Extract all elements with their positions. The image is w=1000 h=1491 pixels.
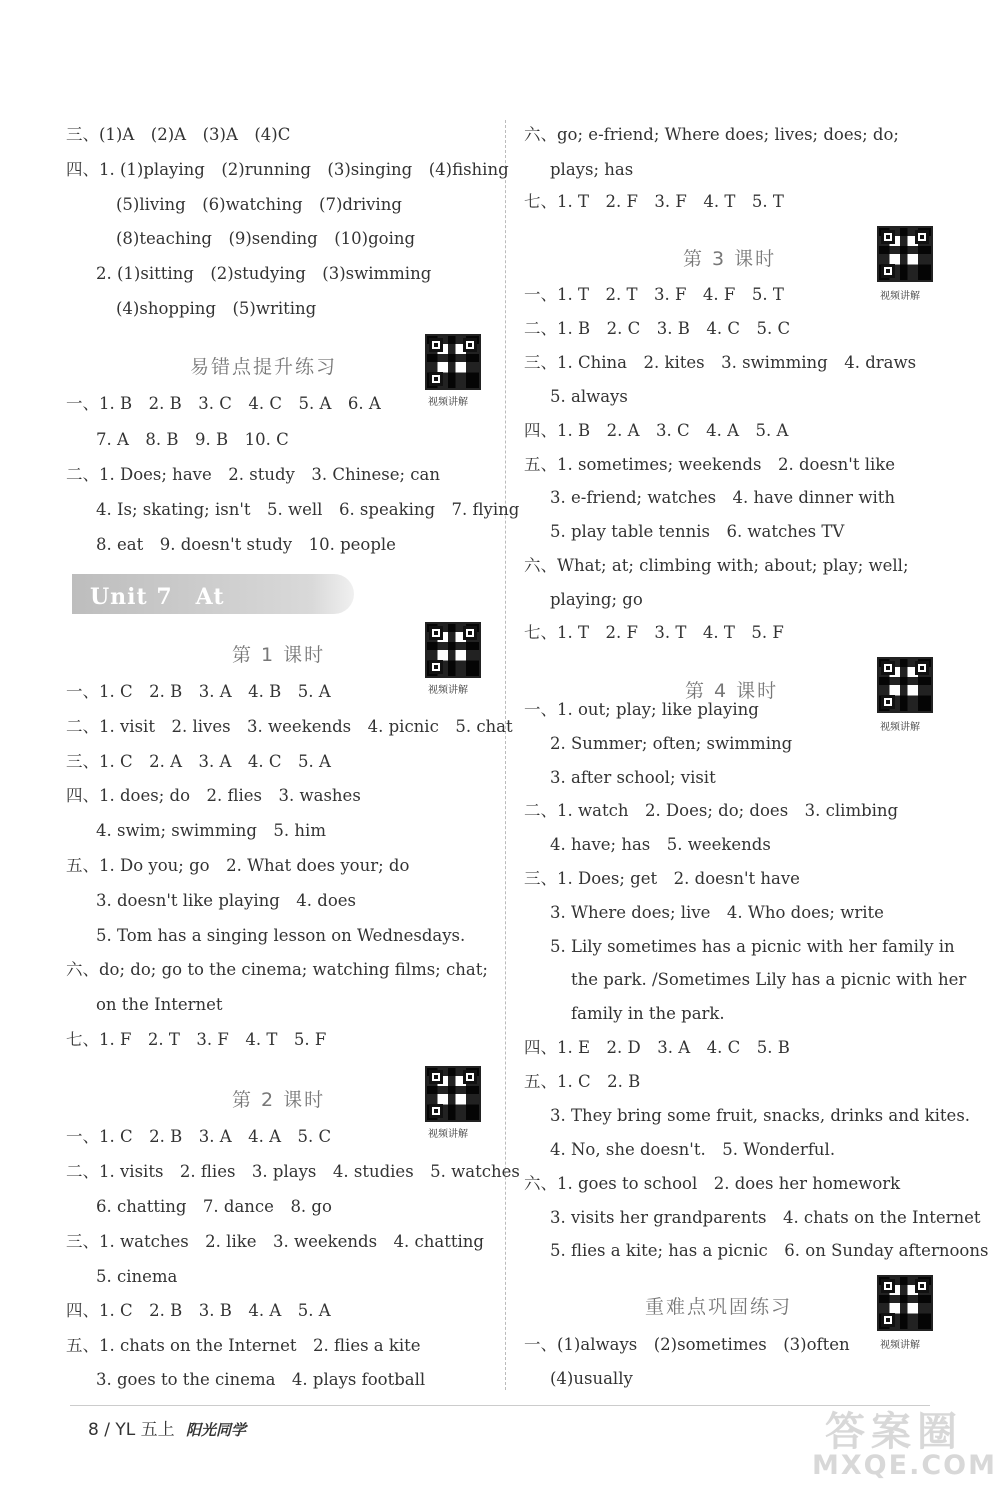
answer-line: 5. flies a kite; has a picnic 6. on Sunday afternoons [550,1241,989,1260]
answer-line: 六、1. goes to school 2. does her homework [524,1174,901,1193]
answer-line: 3. Where does; live 4. Who does; write [550,903,884,922]
answer-line: 3. doesn't like playing 4. does [96,891,356,910]
answer-line: 5. always [550,387,628,406]
answer-line: 七、1. T 2. F 3. F 4. T 5. T [524,192,784,211]
answer-line: 3. e-friend; watches 4. have dinner with [550,488,895,507]
answer-line: 一、1. B 2. B 3. C 4. C 5. A 6. A [66,394,381,413]
answer-line: 五、1. Do you; go 2. What does your; do [66,856,410,875]
section-title-mistakes: 易错点提升练习 [190,356,338,378]
answer-line: 8. eat 9. doesn't study 10. people [96,535,396,554]
answer-line: 三、(1)A (2)A (3)A (4)C [66,125,291,144]
answer-line: 二、1. watch 2. Does; do; does 3. climbing [524,801,899,820]
column-divider [505,120,506,1390]
answer-line: 4. swim; swimming 5. him [96,821,326,840]
section-title-lesson4: 第 4 课时 [685,680,779,702]
answer-line: 3. after school; visit [550,768,716,787]
answer-line: 7. A 8. B 9. B 10. C [96,430,289,449]
qr-code-icon[interactable] [425,622,481,678]
qr-code-icon[interactable] [877,1275,933,1331]
answer-line: (4)shopping (5)writing [116,299,317,318]
answer-line: 二、1. Does; have 2. study 3. Chinese; can [66,465,440,484]
answer-line: 5. Lily sometimes has a picnic with her family in [550,937,955,956]
answer-line: (5)living (6)watching (7)driving [116,195,402,214]
unit-banner [72,574,354,637]
watermark-logo: 答案圈 [825,1409,963,1455]
answer-line: 四、1. does; do 2. flies 3. washes [66,786,361,805]
answer-line: 四、1. (1)playing (2)running (3)singing (4)fishing [66,160,509,179]
answer-line: 四、1. C 2. B 3. B 4. A 5. A [66,1301,331,1320]
qr-label: 视频讲解 [880,1340,920,1351]
qr-label: 视频讲解 [428,1129,468,1140]
answer-line: 4. have; has 5. weekends [550,835,771,854]
qr-label: 视频讲解 [428,685,468,696]
grade-label: 五上 [140,1420,175,1440]
qr-label: 视频讲解 [428,397,468,408]
answer-line: 五、1. chats on the Internet 2. flies a kite [66,1336,421,1355]
answer-line: 6. chatting 7. dance 8. go [96,1197,332,1216]
answer-line: 一、1. out; play; like playing [524,700,759,719]
page-footer [88,1415,246,1440]
answer-line: 四、1. E 2. D 3. A 4. C 5. B [524,1038,790,1057]
answer-line: 三、1. Does; get 2. doesn't have [524,869,800,888]
answer-line: playing; go [550,590,643,609]
answer-line: on the Internet [96,995,223,1014]
answer-line: 3. goes to the cinema 4. plays football [96,1370,426,1389]
edition-code: YL [115,1420,136,1440]
qr-label: 视频讲解 [880,291,920,302]
qr-code-icon[interactable] [877,657,933,713]
answer-line: (4)usually [550,1369,633,1388]
page-number: 8 [88,1420,99,1440]
answer-line: 五、1. sometimes; weekends 2. doesn't like [524,455,896,474]
section-title-lesson2: 第 2 课时 [232,1089,326,1111]
answer-line: 一、1. T 2. T 3. F 4. F 5. T [524,285,784,304]
answer-line: 5. Tom has a singing lesson on Wednesdays. [96,926,466,945]
answer-line: 七、1. T 2. F 3. T 4. T 5. F [524,623,784,642]
section-title-lesson1: 第 1 课时 [232,644,326,666]
answer-line: 三、1. watches 2. like 3. weekends 4. chatting [66,1232,484,1251]
answer-line: 2. Summer; often; swimming [550,734,793,753]
brand-logo: 阳光同学 [186,1421,247,1439]
answer-line: the park. /Sometimes Lily has a picnic with her [571,970,967,989]
answer-line: 一、1. C 2. B 3. A 4. A 5. C [66,1127,332,1146]
answer-line: 一、1. C 2. B 3. A 4. B 5. A [66,682,331,701]
answer-line: 六、go; e-friend; Where does; lives; does; do; [524,125,899,144]
section-title-difficult: 重难点巩固练习 [645,1296,793,1318]
footer-rule [70,1405,930,1406]
answer-line: 三、1. China 2. kites 3. swimming 4. draws [524,353,917,372]
answer-line: 3. They bring some fruit, snacks, drinks and kites. [550,1106,971,1125]
qr-code-icon[interactable] [425,1066,481,1122]
answer-line: 2. (1)sitting (2)studying (3)swimming [96,264,432,283]
answer-line: 5. cinema [96,1267,178,1286]
answer-line: 二、1. visits 2. flies 3. plays 4. studies 5. watches [66,1162,520,1181]
answer-line: family in the park. [571,1004,725,1023]
unit-title: Unit 7 At weekends [90,584,225,637]
answer-line: 5. play table tennis 6. watches TV [550,522,845,541]
qr-code-icon[interactable] [425,334,481,390]
answer-line: 3. visits her grandparents 4. chats on the Internet [550,1208,981,1227]
section-title-lesson3: 第 3 课时 [683,248,777,270]
answer-line: 一、(1)always (2)sometimes (3)often [524,1335,850,1354]
answer-line: plays; has [550,160,634,179]
answer-line: 4. Is; skating; isn't 5. well 6. speaking 7. flying [96,500,520,519]
answer-line: (8)teaching (9)sending (10)going [116,229,416,248]
answer-line: 七、1. F 2. T 3. F 4. T 5. F [66,1030,327,1049]
watermark-url: MXQE.COM [812,1450,997,1481]
answer-line: 六、What; at; climbing with; about; play; well; [524,556,909,575]
answer-line: 五、1. C 2. B [524,1072,641,1091]
answer-line: 六、do; do; go to the cinema; watching films; chat; [66,960,488,979]
answer-line: 三、1. C 2. A 3. A 4. C 5. A [66,752,331,771]
footer-separator: / [104,1420,110,1440]
answer-line: 四、1. B 2. A 3. C 4. A 5. A [524,421,789,440]
qr-code-icon[interactable] [877,226,933,282]
answer-line: 二、1. B 2. C 3. B 4. C 5. C [524,319,791,338]
qr-label: 视频讲解 [880,722,920,733]
answer-line: 二、1. visit 2. lives 3. weekends 4. picnic 5. chat [66,717,513,736]
answer-line: 4. No, she doesn't. 5. Wonderful. [550,1140,836,1159]
